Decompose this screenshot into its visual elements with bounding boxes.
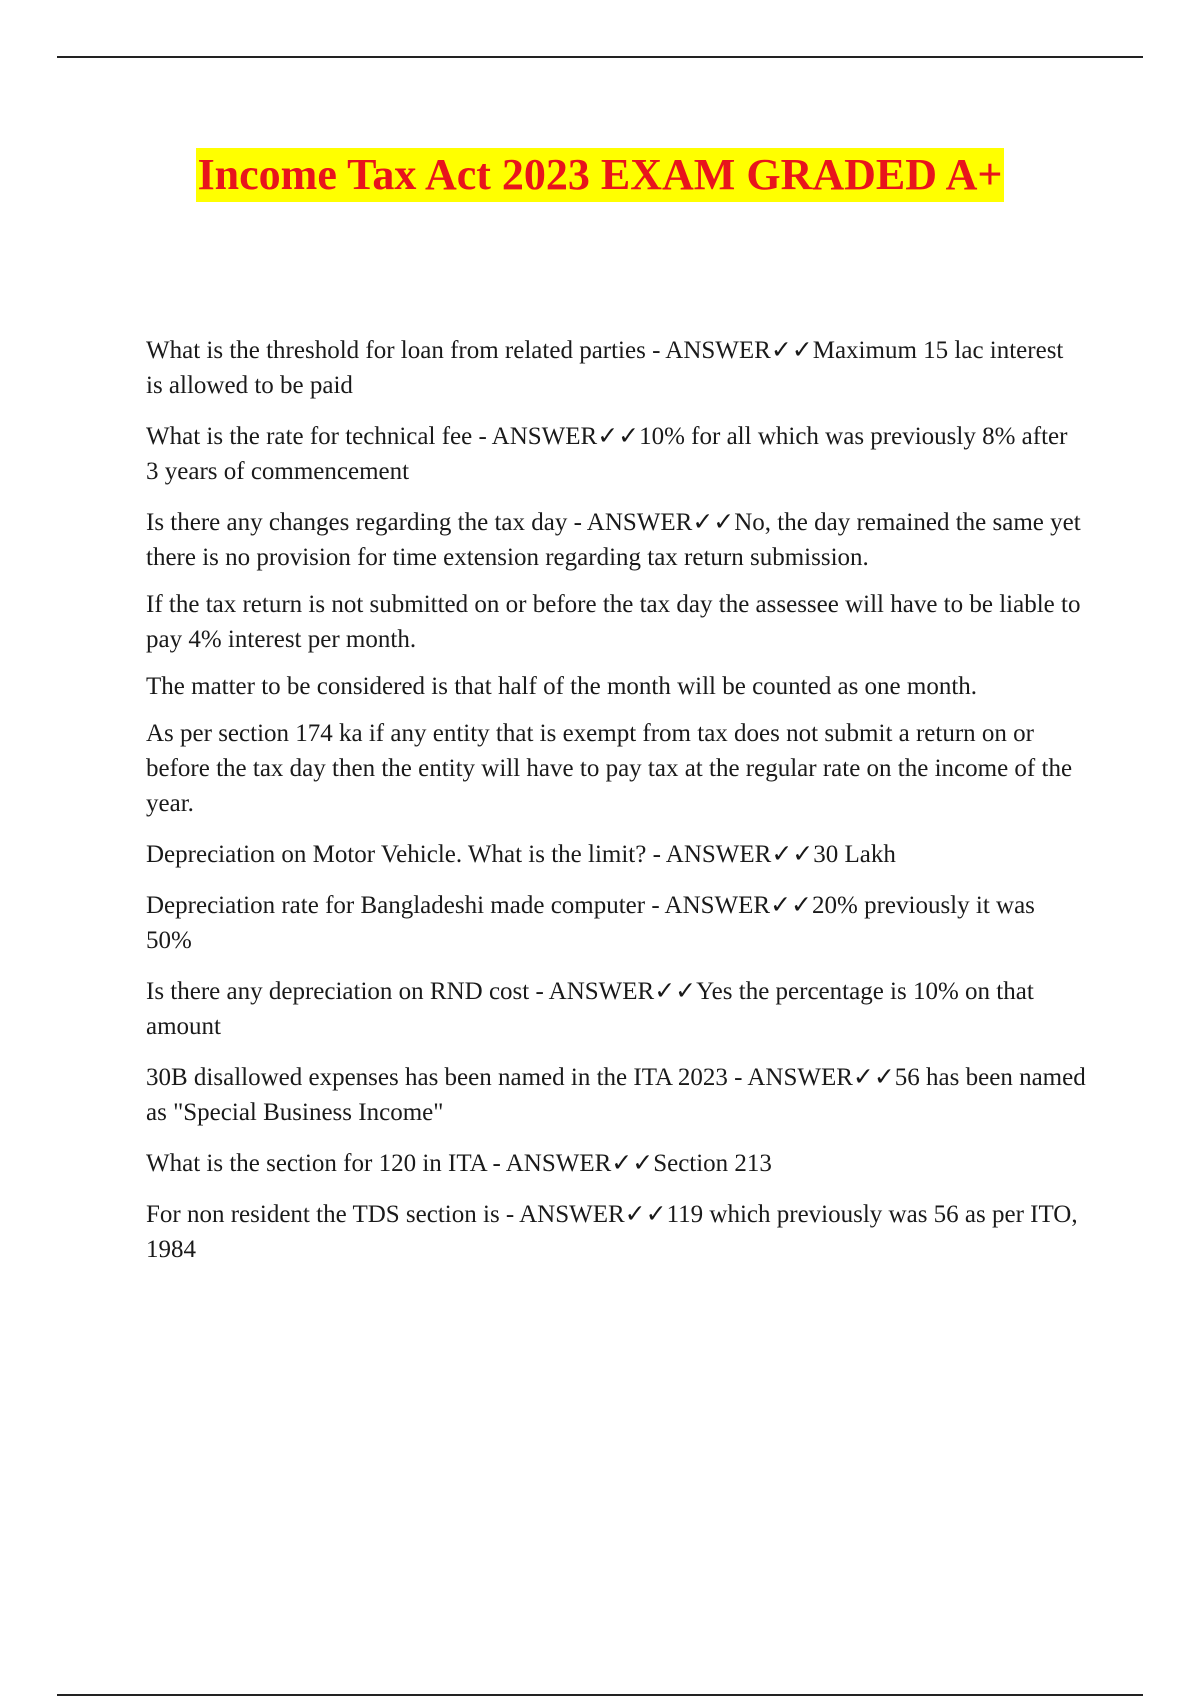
answer-text: No, the day remained the same yet there is no provision for time extension regarding tax return submission. [146,509,1081,571]
qa-item [146,974,1086,1044]
answer-marker: ANSWER✓✓ [664,892,812,919]
answer-text: 20% previously it was 50% [146,892,1035,954]
question-text: What is the rate for technical fee - [146,423,492,450]
qa-item [146,1146,1086,1181]
document-title: Income Tax Act 2023 EXAM GRADED A+ [196,148,1005,202]
qa-item [146,837,1086,872]
title-container [0,148,1200,202]
question-text: 30B disallowed expenses has been named in the ITA 2023 - [146,1064,748,1091]
answer-text: Maximum 15 lac interest is allowed to be paid [146,337,1064,399]
qa-item [146,888,1086,958]
answer-text: 10% for all which was previously 8% after 3 years of commencement [146,423,1068,485]
bottom-rule [57,1694,1143,1696]
answer-text: Yes the percentage is 10% on that amount [146,978,1034,1040]
body-paragraph: The matter to be considered is that half of the month will be counted as one month. [146,673,978,700]
qa-item [146,1060,1086,1130]
question-text: What is the section for 120 in ITA - [146,1150,506,1177]
question-text: Depreciation rate for Bangladeshi made computer - [146,892,665,919]
answer-text: Section 213 [653,1150,772,1177]
body-paragraph: As per section 174 ka if any entity that is exempt from tax does not submit a return on or before the tax day then the entity will have to pay tax at the regular rate on the income of the year. [146,720,1073,817]
question-text: Is there any depreciation on RND cost - [146,978,549,1005]
answer-marker: ANSWER✓✓ [548,978,697,1005]
body-paragraph: If the tax return is not submitted on or before the tax day the assessee will have to be liable to pay 4% interest per month. [146,591,1081,653]
qa-item [146,333,1086,403]
answer-marker: ANSWER✓✓ [491,423,640,450]
answer-text: 30 Lakh [813,841,896,868]
answer-marker: ANSWER✓✓ [505,1150,654,1177]
qa-item [146,1197,1086,1267]
answer-marker: ANSWER✓✓ [586,509,735,536]
top-rule [57,56,1143,58]
answer-text: 56 has been named as "Special Business Income" [146,1064,1086,1126]
question-text: Depreciation on Motor Vehicle. What is the limit? - [146,841,666,868]
question-text: What is the threshold for loan from related parties - [146,337,666,364]
answer-marker: ANSWER✓✓ [519,1201,667,1228]
answer-text: 119 which previously was 56 as per ITO, 1984 [146,1201,1078,1263]
qa-item [146,419,1086,489]
question-text: For non resident the TDS section is - [146,1201,520,1228]
question-text: Is there any changes regarding the tax day - [146,509,587,536]
answer-marker: ANSWER✓✓ [747,1064,895,1091]
answer-marker: ANSWER✓✓ [665,841,814,868]
answer-marker: ANSWER✓✓ [665,337,813,364]
document-body [146,333,1086,1283]
qa-item [146,505,1086,575]
